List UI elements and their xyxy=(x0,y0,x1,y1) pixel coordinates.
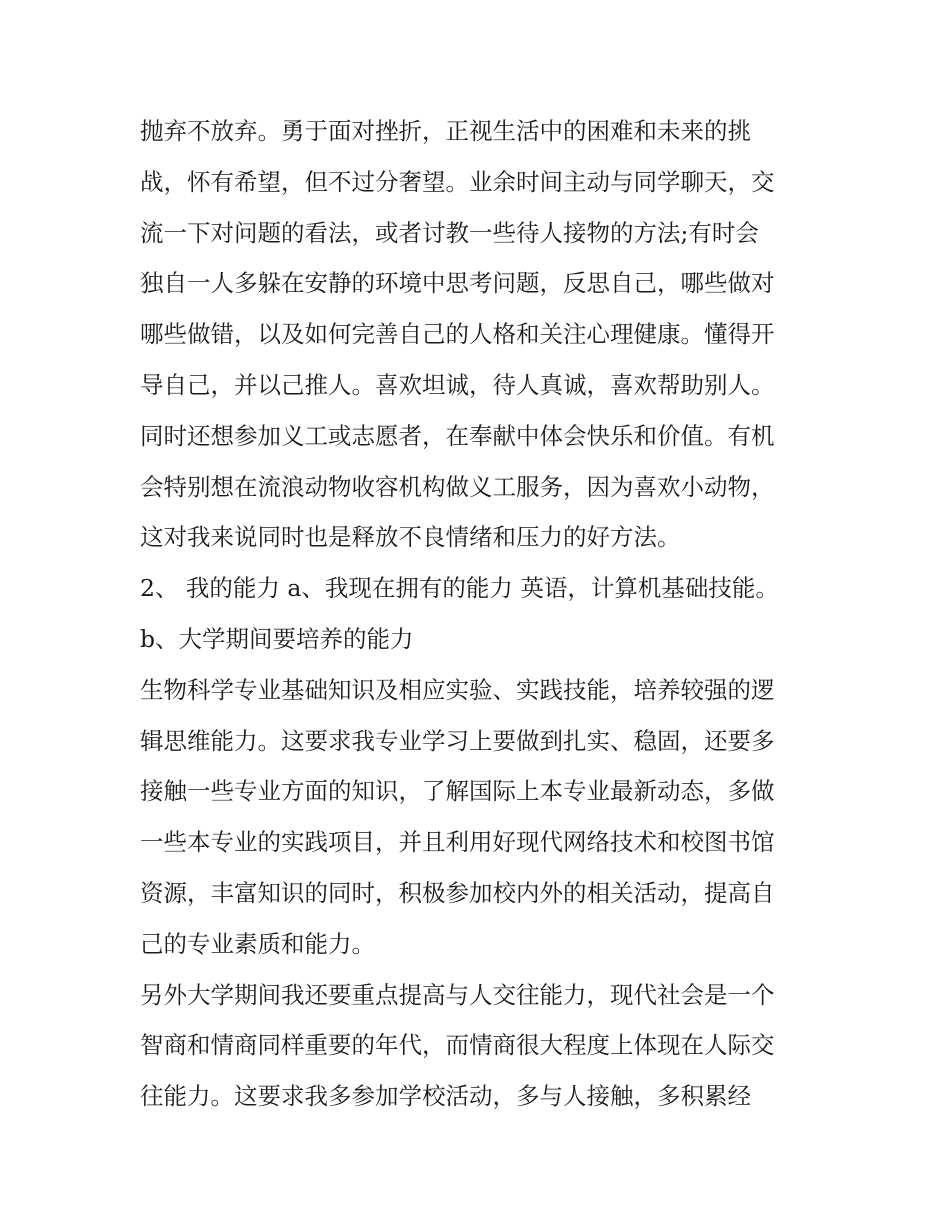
section-heading-line: 2、 我的能力 a、我现在拥有的能力 英语，计算机基础技能。 xyxy=(140,574,779,603)
text-line: 这对我来说同时也是释放不良情绪和压力的好方法。 xyxy=(140,523,681,552)
text-line: 独自一人多躲在安静的环境中思考问题，反思自己，哪些做对 xyxy=(140,269,775,298)
text-line: 资源，丰富知识的同时，积极参加校内外的相关活动，提高自 xyxy=(140,878,775,907)
text-line: 往能力。这要求我多参加学校活动，多与人接触，多积累经 xyxy=(140,1082,751,1111)
text-line: 辑思维能力。这要求我专业学习上要做到扎实、稳固，还要多 xyxy=(140,726,775,755)
text-line: 生物科学专业基础知识及相应实验、实践技能，培养较强的逻 xyxy=(140,675,775,704)
text-line: 导自己，并以己推人。喜欢坦诚，待人真诚，喜欢帮助别人。 xyxy=(140,370,775,399)
text-line: 智商和情商同样重要的年代，而情商很大程度上体现在人际交 xyxy=(140,1031,775,1060)
body-text xyxy=(140,106,820,1122)
text-line: 会特别想在流浪动物收容机构做义工服务，因为喜欢小动物， xyxy=(140,472,775,501)
text-line: 同时还想参加义工或志愿者，在奉献中体会快乐和价值。有机 xyxy=(140,421,775,450)
text-line: 流一下对问题的看法，或者讨教一些待人接物的方法;有时会 xyxy=(140,218,759,247)
text-line: 一些本专业的实践项目，并且利用好现代网络技术和校图书馆 xyxy=(140,828,775,857)
text-line: 战，怀有希望，但不过分奢望。业余时间主动与同学聊天，交 xyxy=(140,167,775,196)
text-line: 另外大学期间我还要重点提高与人交往能力，现代社会是一个 xyxy=(140,980,775,1009)
subsection-heading-line: b、大学期间要培养的能力 xyxy=(140,624,414,653)
text-line: 接触一些专业方面的知识，了解国际上本专业最新动态，多做 xyxy=(140,777,775,806)
text-line: 己的专业素质和能力。 xyxy=(140,929,375,958)
text-line: 抛弃不放弃。勇于面对挫折，正视生活中的困难和未来的挑 xyxy=(140,117,751,145)
text-line: 哪些做错，以及如何完善自己的人格和关注心理健康。懂得开 xyxy=(140,320,775,349)
